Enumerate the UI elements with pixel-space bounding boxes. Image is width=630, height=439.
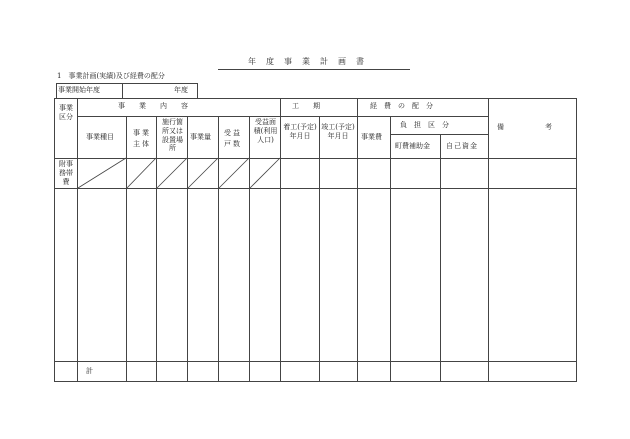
header-beneficiary-households: 受益戸数 [224,129,242,148]
header-burden-category: 負 担 区 分 [400,121,449,129]
header-project-amount: 事業量 [190,133,211,141]
header-construction-period: 工 期 [292,102,320,110]
header-category: 事業区分 [59,104,73,122]
header-completion-date: 竣工(予定)年月日 [321,123,355,141]
header-beneficiary-area: 受益面積(利用人口) [253,118,278,144]
header-content-group: 事 業 内 容 [118,102,188,110]
header-expense-allocation: 経 費 の 配 分 [370,102,433,110]
start-year-label: 事業開始年度 [58,86,100,94]
header-town-subsidy: 町費補助金 [395,142,430,150]
header-start-date: 着工(予定)年月日 [283,123,317,141]
header-project-owner: 事業主体 [133,129,151,148]
start-year-value: 年度 [174,86,188,94]
header-remarks: 備 考 [497,123,553,131]
header-location: 施行箇所又は設置場所 [162,118,183,153]
header-own-funds: 自己資金 [446,142,478,150]
row-label-admin-expense: 附事務帯費 [59,160,73,187]
header-project-type: 事業種目 [86,133,114,141]
total-label: 計 [86,367,93,375]
section-heading: 1 事業計画(実績)及び経費の配分 [57,72,165,80]
document-title: 年 度 事 業 計 画 書 [248,57,365,66]
header-project-cost: 事業費 [361,133,382,141]
